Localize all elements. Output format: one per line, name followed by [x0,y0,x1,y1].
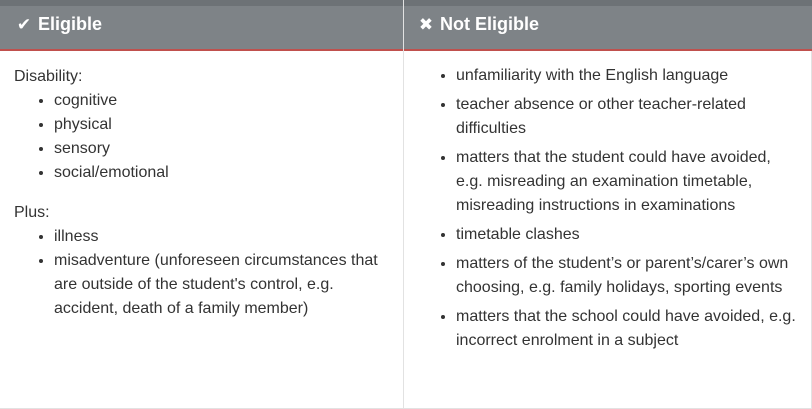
not-eligible-header [416,0,796,49]
eligible-column [14,51,394,321]
list-item: • matters that the school could have avoided, e.g. incorrect enrolment in a subject [456,305,796,353]
eligible-header [14,0,394,49]
list-item: • teacher absence or other teacher-related difficulties [456,93,796,141]
list-item: • unfamiliarity with the English language [456,64,796,88]
eligible-header-label: Eligible [38,14,103,34]
not-eligible-list [416,64,796,353]
cross-icon: ✖ [418,14,434,34]
list-item: • misadventure (unforeseen circumstances that are outside of the student's control, e.g. accident, death of a family member) [54,249,394,321]
list-item: • physical [54,113,394,137]
list-item: • illness [54,225,394,249]
checkmark-icon: ✔ [16,14,32,34]
list-item: • matters of the student’s or parent’s/carer’s own choosing, e.g. family holidays, sporting events [456,252,796,300]
disability-list [14,89,394,185]
list-item: • sensory [54,137,394,161]
list-item: • cognitive [54,89,394,113]
column-divider [403,0,404,409]
list-item: • social/emotional [54,161,394,185]
disability-label: Disability: [14,68,83,85]
list-item: • timetable clashes [456,223,796,247]
list-item: • matters that the student could have avoided, e.g. misreading an examination timetable, misreading instructions in examinations [456,146,796,218]
plus-label: Plus: [14,204,50,221]
plus-list [14,225,394,321]
table-header [0,0,812,51]
not-eligible-header-label: Not Eligible [440,14,539,34]
not-eligible-column [416,51,796,358]
